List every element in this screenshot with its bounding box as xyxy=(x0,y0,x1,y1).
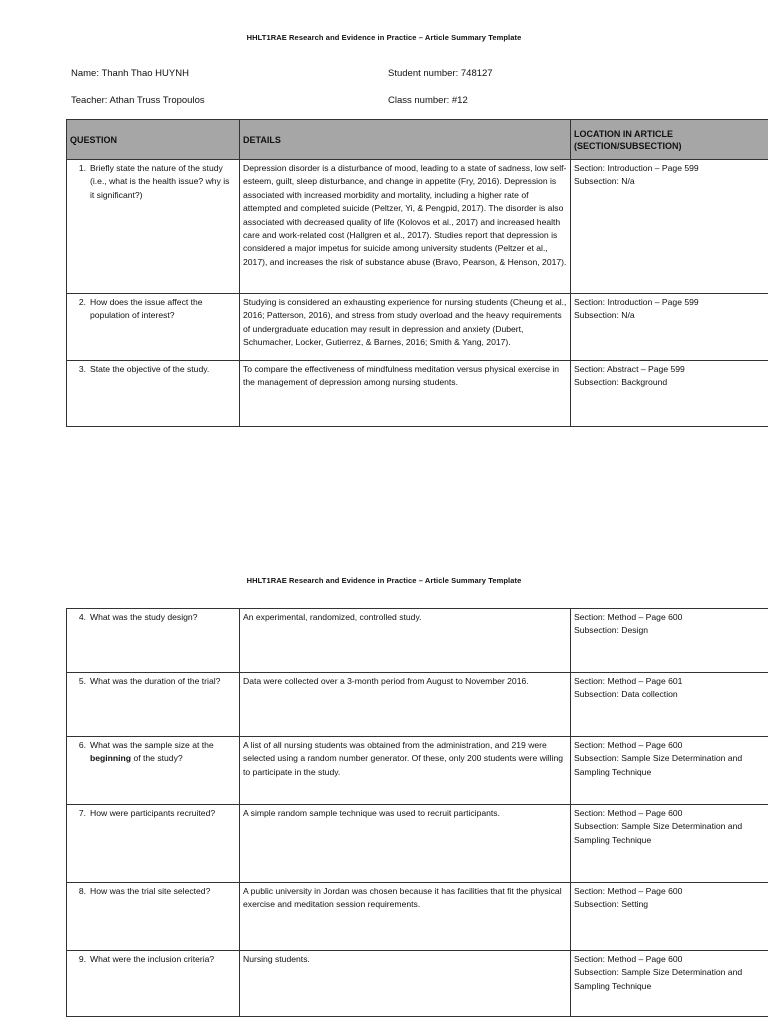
student-number: Student number: 748127 xyxy=(388,68,493,79)
details-cell: Nursing students. xyxy=(240,951,571,1017)
question-text-emphasis: beginning xyxy=(90,753,132,764)
question-text xyxy=(90,739,236,766)
location-section: Section: Method – Page 600 xyxy=(574,808,683,818)
location-subsection: Subsection: N/a xyxy=(574,310,635,321)
question-text: What was the study design? xyxy=(90,612,198,622)
class-number: Class number: #12 xyxy=(388,95,468,106)
question-text: What was the duration of the trial? xyxy=(90,676,221,686)
table-row xyxy=(67,160,768,294)
question-number: 7. xyxy=(78,808,86,818)
details-cell: To compare the effectiveness of mindfulness meditation versus physical exercise in the management of depression among nursing students. xyxy=(240,361,571,427)
details-cell: A list of all nursing students was obtained from the administration, and 219 were selected using a random number generator. Of these, only 200 students were willing to participate in the study. xyxy=(240,737,571,805)
question-text: How does the issue affect the population of interest? xyxy=(90,297,203,321)
details-cell: Studying is considered an exhausting experience for nursing students (Cheung et al., 2016; Patterson, 2016), and stress from study overload and the heavy requirements of undergraduate education may result in depression and anxiety (Dubert, Schumacher, Locker, Gutierrez, & Barnes, 2016; Smith & Yang, 2017). xyxy=(240,294,571,361)
teacher-name: Teacher: Athan Truss Tropoulos xyxy=(71,95,205,106)
summary-table-part-2 xyxy=(66,608,768,1017)
location-subsection: Subsection: Design xyxy=(574,625,649,636)
location-section: Section: Introduction – Page 599 xyxy=(574,297,699,307)
table-row xyxy=(67,805,768,883)
column-header-details: DETAILS xyxy=(240,120,571,160)
page-title: HHLT1RAE Research and Evidence in Practice – Article Summary Template xyxy=(246,33,522,42)
location-subsection: Subsection: Sample Size Determination and Sampling Technique xyxy=(574,753,743,777)
question-text: What were the inclusion criteria? xyxy=(90,954,215,964)
question-text: How was the trial site selected? xyxy=(90,886,211,896)
table-row xyxy=(67,673,768,737)
table-row xyxy=(67,951,768,1017)
question-number: 9. xyxy=(78,954,86,964)
location-section: Section: Introduction – Page 599 xyxy=(574,163,699,173)
question-number: 2. xyxy=(78,297,86,307)
table-row xyxy=(67,737,768,805)
location-subsection: Subsection: Sample Size Determination and Sampling Technique xyxy=(574,821,743,845)
table-header-row xyxy=(67,120,768,160)
location-subsection: Subsection: N/a xyxy=(574,176,635,187)
column-header-question: QUESTION xyxy=(67,120,240,160)
location-section: Section: Method – Page 600 xyxy=(574,954,683,964)
question-number: 3. xyxy=(78,364,86,374)
table-row xyxy=(67,294,768,361)
column-header-location: LOCATION IN ARTICLE (SECTION/SUBSECTION) xyxy=(571,120,768,160)
question-text: Briefly state the nature of the study (i.e., what is the health issue? why is it significant?) xyxy=(90,163,230,200)
location-section: Section: Method – Page 600 xyxy=(574,612,683,622)
details-cell: A simple random sample technique was used to recruit participants. xyxy=(240,805,571,883)
location-section: Section: Abstract – Page 599 xyxy=(574,364,685,374)
question-text: State the objective of the study. xyxy=(90,364,210,374)
location-subsection: Subsection: Setting xyxy=(574,899,649,910)
question-number: 6. xyxy=(78,740,86,750)
location-section: Section: Method – Page 600 xyxy=(574,740,683,750)
table-row xyxy=(67,883,768,951)
question-number: 1. xyxy=(78,163,86,173)
table-row xyxy=(67,361,768,427)
location-subsection: Subsection: Background xyxy=(574,377,668,388)
student-name: Name: Thanh Thao HUYNH xyxy=(71,68,189,79)
question-number: 4. xyxy=(78,612,86,622)
details-cell: Data were collected over a 3-month period from August to November 2016. xyxy=(240,673,571,737)
details-cell: A public university in Jordan was chosen because it has facilities that fit the physical exercise and meditation session requirements. xyxy=(240,883,571,951)
table-row xyxy=(67,609,768,673)
question-text-part: What was the sample size at the xyxy=(90,740,214,750)
location-section: Section: Method – Page 601 xyxy=(574,676,683,686)
question-text: How were participants recruited? xyxy=(90,808,216,818)
page-title: HHLT1RAE Research and Evidence in Practice – Article Summary Template xyxy=(246,576,522,585)
location-section: Section: Method – Page 600 xyxy=(574,886,683,896)
question-text-part: of the study? xyxy=(131,753,183,764)
location-subsection: Subsection: Data collection xyxy=(574,689,678,700)
details-cell: An experimental, randomized, controlled study. xyxy=(240,609,571,673)
location-subsection: Subsection: Sample Size Determination and Sampling Technique xyxy=(574,967,743,991)
summary-table-part-1 xyxy=(66,119,768,427)
details-cell: Depression disorder is a disturbance of mood, leading to a state of sadness, low self-esteem, guilt, sleep disturbance, and change in appetite (Fry, 2016). Depression is associated with increased morbidity and mortality, including a higher rate of attempted and completed suicide (Peltzer, Yi, & Pengpid, 2017). The disorder is also associated with decreased quality of life (Kolovos et al., 2017) and increased health care and work-related cost (Hallgren et al., 2017). Studies report that depression is considered a major impetus for suicide among university students (Peltzer et al., 2017), and increases the risk of substance abuse (Bravo, Pearson, & Henson, 2017). xyxy=(240,160,571,294)
question-number: 5. xyxy=(78,676,86,686)
question-number: 8. xyxy=(78,886,86,896)
